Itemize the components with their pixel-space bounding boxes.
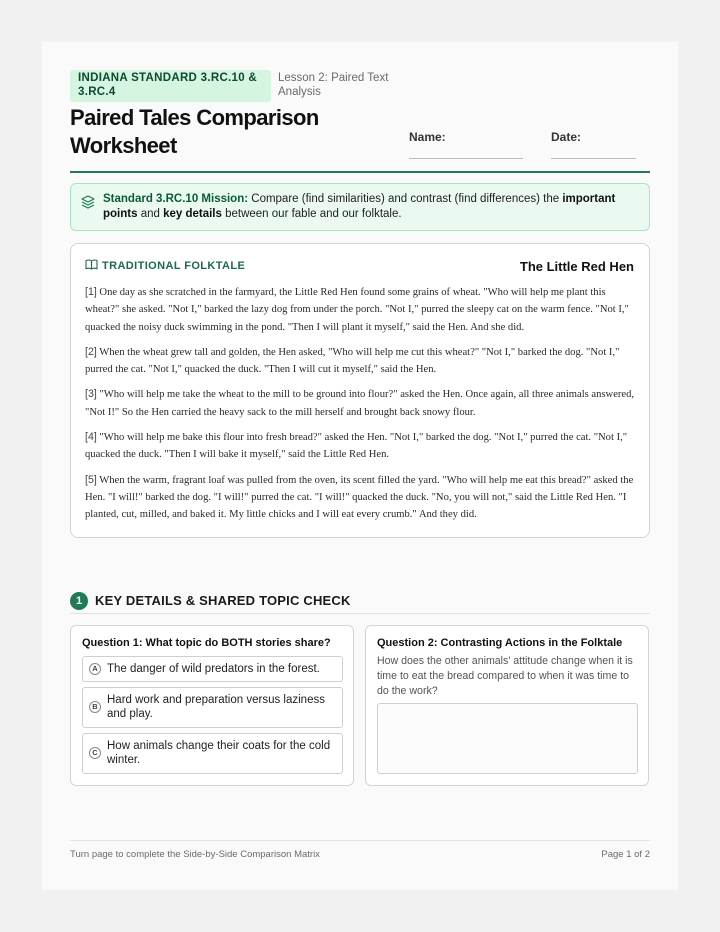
section-title: KEY DETAILS & SHARED TOPIC CHECK: [95, 593, 351, 608]
name-label: Name:: [409, 130, 446, 144]
paragraph-number: [3]: [85, 388, 97, 401]
question-2-card: [365, 625, 649, 786]
question-2-title: Question 2: Contrasting Actions in the Folktale: [377, 637, 623, 649]
mission-text: [103, 192, 643, 222]
option-text: How animals change their coats for the cold winter.: [107, 740, 331, 766]
mission-callout: [70, 183, 650, 231]
story-paragraph: [85, 284, 635, 336]
mission-lead: Standard 3.RC.10 Mission:: [103, 193, 249, 205]
story-paragraph: [85, 472, 635, 524]
worksheet-page: [42, 42, 678, 890]
story-paragraph: [85, 344, 635, 379]
option-text: The danger of wild predators in the forest.: [107, 663, 320, 675]
page-number: Page 1 of 2: [601, 849, 650, 860]
paragraph-number: [1]: [85, 286, 97, 298]
section-number-badge: 1: [70, 592, 88, 610]
layers-icon: [81, 195, 95, 209]
story-paragraph: [85, 429, 635, 464]
option-c[interactable]: [82, 733, 343, 774]
footer-divider: [70, 840, 650, 841]
paragraph-text: When the wheat grew tall and golden, the Hen asked, "Who will help me cut this wheat?" "Not I," barked the dog. "Not I," purred the cat. "Not I," quacked the duck. "Then I will cut it myself," said the Hen.: [85, 346, 620, 376]
page-title: Paired Tales Comparison Worksheet: [70, 105, 319, 158]
paragraph-number: [2]: [85, 345, 97, 358]
question-1-title: Question 1: What topic do BOTH stories share?: [82, 637, 331, 649]
date-field[interactable]: [551, 158, 636, 159]
mission-bold: key details: [163, 208, 222, 220]
lesson-label: Lesson 2: Paired Text Analysis: [278, 72, 389, 98]
story-kicker-label: TRADITIONAL FOLKTALE: [102, 260, 246, 272]
mission-text-part: and: [137, 208, 164, 220]
question-2-prompt: How does the other animals' attitude change when it is time to eat the bread compared to when it was time to do the work?: [377, 655, 633, 697]
question-1-card: [70, 625, 354, 786]
option-b[interactable]: [82, 687, 343, 728]
mission-bold: important points: [103, 193, 616, 220]
option-letter: A: [89, 663, 101, 675]
answer-box[interactable]: [377, 703, 638, 774]
section-header: [70, 590, 650, 614]
option-a[interactable]: [82, 656, 343, 682]
option-letter: C: [89, 747, 101, 759]
paragraph-number: [4]: [85, 431, 97, 444]
mission-text-part: Compare (find similarities) and contrast (find differences) the: [248, 193, 563, 205]
story-body: [85, 284, 635, 532]
option-text: Hard work and preparation versus laziness and play.: [107, 694, 325, 720]
footer-instruction: Turn page to complete the Side-by-Side Comparison Matrix: [70, 849, 320, 860]
date-label: Date:: [551, 130, 582, 144]
paragraph-text: "Who will help me bake this flour into fresh bread?" asked the Hen. "Not I," barked the dog. "Not I," purred the cat. "Not I," quacked the duck. "Then I will bake it myself," said the Little Red Hen.: [85, 432, 628, 461]
paragraph-text: One day as she scratched in the farmyard, the Little Red Hen found some grains of wheat. "Who will help me plant this wheat?" she asked. "Not I," barked the lazy dog from under the porch. "Not I," purred the sleepy cat on the warm fence. "Not I," quacked the noisy duck swimming in the pond. "Then I will plant it myself," said the Hen. And she did.: [85, 287, 629, 333]
header-divider: [70, 171, 650, 173]
story-card: [70, 243, 650, 538]
worksheet-header: [70, 70, 650, 174]
paragraph-number: [5]: [85, 473, 97, 486]
paragraph-text: When the warm, fragrant loaf was pulled from the oven, its scent filled the yard. "Who will help me eat this bread?" asked the Hen. "I will!" barked the dog. "I will!" purred the cat. "I will!" quacked the duck. "No, you will not," said the Little Red Hen. "I planted, cut, milled, and baked it. My little chicks and I will eat every crumb." And they did.: [85, 474, 634, 521]
story-title: The Little Red Hen: [519, 259, 634, 274]
paragraph-text: "Who will help me take the wheat to the mill to be ground into flour?" asked the Hen. Once again, all three animals answered, "Not I!" So the Hen carried the heavy sack to the mill herself and brought back snowy flour.: [85, 389, 635, 418]
story-kicker: [85, 259, 245, 272]
option-letter: B: [89, 701, 101, 713]
mission-text-part: between our fable and our folktale.: [221, 208, 402, 220]
story-paragraph: [85, 386, 635, 421]
book-icon: [85, 259, 98, 270]
standard-badge: INDIANA STANDARD 3.RC.10 & 3.RC.4: [70, 70, 271, 102]
name-field[interactable]: [409, 158, 523, 159]
